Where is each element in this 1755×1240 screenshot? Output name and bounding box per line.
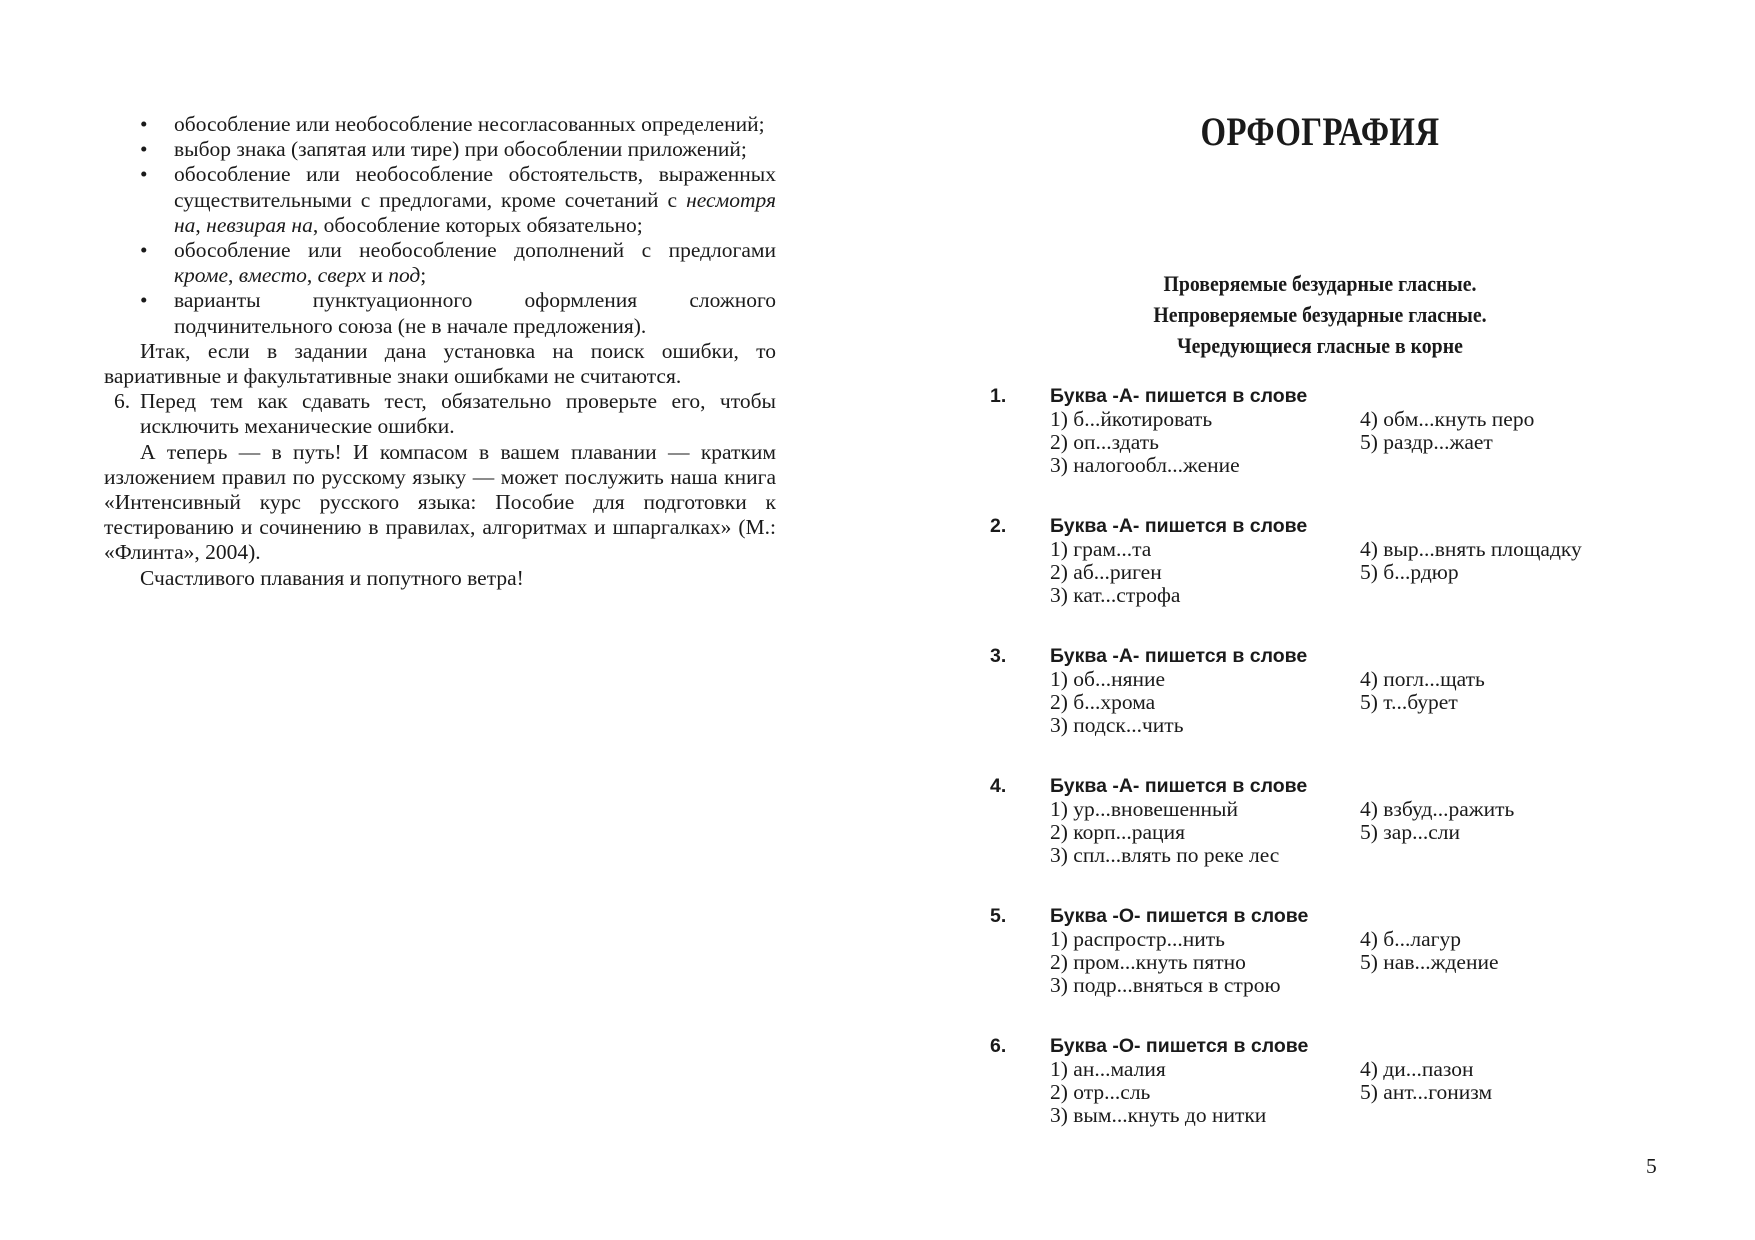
bullet-text: обособление или необособление дополнений с предлогами	[174, 238, 776, 263]
answer-option: 5) раздр...жает	[1360, 430, 1493, 454]
bullet-text: и	[365, 263, 389, 288]
subtitle-line: Непроверяемые безударные гласные.	[1153, 302, 1487, 327]
paragraph-final: Счастливого плавания и попутного ветра!	[140, 565, 524, 590]
answer-option: 2) корп...рация	[1050, 820, 1185, 844]
question-list	[960, 385, 1680, 1165]
question-block	[960, 515, 1680, 645]
answer-option: 5) т...бурет	[1360, 690, 1458, 714]
answer-option: 1) грам...та	[1050, 537, 1152, 561]
answer-option: 4) выр...внять площадку	[1360, 537, 1582, 561]
bullet-item	[104, 238, 776, 288]
bullet-icon: •	[140, 288, 148, 313]
answer-option: 5) б...рдюр	[1360, 560, 1459, 584]
answer-option: 3) спл...влять по реке лес	[1050, 843, 1280, 867]
item-text: Перед тем как сдавать тест, обязательно проверьте его, чтобы исключить механические ошибки.	[140, 389, 776, 439]
bullet-item	[104, 112, 776, 137]
answer-option: 3) подск...чить	[1050, 713, 1184, 737]
bullet-text: ,	[195, 212, 207, 237]
bullet-icon: •	[140, 238, 148, 263]
answer-option: 1) распростр...нить	[1050, 927, 1225, 951]
question-number: 5.	[990, 905, 1007, 927]
subtitle-line: Чередующиеся гласные в корне	[1177, 333, 1463, 358]
bullet-icon: •	[140, 162, 148, 187]
bullet-text: обособление или необособление обстоятельств, выраженных существительными с предлогами, кроме сочетаний с	[174, 162, 776, 212]
answer-option: 4) обм...кнуть перо	[1360, 407, 1535, 431]
section-subtitle	[960, 268, 1680, 361]
bullet-item	[104, 137, 776, 162]
bullet-text: выбор знака (запятая или тире) при обособлении приложений;	[174, 137, 747, 162]
bullet-text: ,	[306, 263, 318, 288]
question-block	[960, 645, 1680, 775]
numbered-item-6	[104, 389, 776, 439]
answer-option: 2) аб...риген	[1050, 560, 1162, 584]
answer-option: 2) оп...здать	[1050, 430, 1159, 454]
bullet-text: обособление или необособление несогласованных определений;	[174, 112, 765, 136]
bullet-icon: •	[140, 137, 148, 162]
italic-term: кроме	[174, 263, 229, 288]
answer-option: 4) ди...пазон	[1360, 1057, 1474, 1081]
paragraph-itak: Итак, если в задании дана установка на поиск ошибки, то вариативные и факультативные знаки ошибками не считаются.	[104, 338, 776, 389]
question-number: 3.	[990, 645, 1007, 667]
bullet-text: ;	[420, 263, 427, 288]
answer-option: 1) б...йкотировать	[1050, 407, 1213, 431]
answer-option: 3) налогообл...жение	[1050, 453, 1240, 477]
answer-option: 3) вым...кнуть до нитки	[1050, 1103, 1267, 1127]
page-title: ОРФОГРАФИЯ	[1200, 109, 1440, 154]
italic-term: под	[388, 263, 421, 288]
answer-option: 3) подр...вняться в строю	[1050, 973, 1281, 997]
question-title: Буква -А- пишется в слове	[1050, 775, 1308, 797]
answer-option: 2) б...хрома	[1050, 690, 1156, 714]
item-number: 6.	[114, 389, 131, 414]
question-number: 2.	[990, 515, 1007, 537]
italic-term: сверх	[317, 263, 366, 288]
bullet-list	[104, 112, 776, 339]
italic-term: невзирая на	[206, 212, 313, 237]
answer-option: 1) ур...вновешенный	[1050, 797, 1238, 821]
question-number: 1.	[990, 385, 1007, 407]
italic-term: вместо	[238, 263, 307, 288]
question-title: Буква -О- пишется в слове	[1050, 905, 1309, 927]
answer-option: 2) отр...сль	[1050, 1080, 1151, 1104]
question-title: Буква -А- пишется в слове	[1050, 385, 1308, 407]
question-number: 6.	[990, 1035, 1007, 1057]
answer-option: 5) ант...гонизм	[1360, 1080, 1493, 1104]
bullet-item	[104, 288, 776, 338]
question-number: 4.	[990, 775, 1007, 797]
answer-option: 5) зар...сли	[1360, 820, 1460, 844]
question-block	[960, 775, 1680, 905]
question-block	[960, 1035, 1680, 1165]
question-block	[960, 385, 1680, 515]
answer-option: 1) об...няние	[1050, 667, 1166, 691]
paragraph-teper: А теперь — в путь! И компасом в вашем плавании — кратким изложением правил по русскому языку — может послужить наша книга «Интенсивный курс русского языка: Пособие для подготовки к тестированию и сочинению в правилах, алгоритмах и шпаргалках» (М.: «Флинта», 2004).	[104, 439, 776, 565]
answer-option: 1) ан...малия	[1050, 1057, 1166, 1081]
bullet-text: , обособление которых обязательно;	[312, 212, 643, 237]
left-page	[104, 112, 776, 591]
right-page	[960, 0, 1680, 1240]
page-number: 5	[1646, 1154, 1657, 1178]
answer-option: 2) пром...кнуть пятно	[1050, 950, 1246, 974]
question-block	[960, 905, 1680, 1035]
italic-term: несмотря на	[174, 187, 776, 237]
question-title: Буква -О- пишется в слове	[1050, 1035, 1309, 1057]
bullet-item	[104, 162, 776, 238]
bullet-text: ,	[228, 263, 239, 288]
bullet-icon: •	[140, 112, 148, 136]
question-title: Буква -А- пишется в слове	[1050, 645, 1308, 667]
answer-option: 4) б...лагур	[1360, 927, 1461, 951]
answer-option: 4) погл...щать	[1360, 667, 1485, 691]
bullet-text: варианты пунктуационного оформления сложного подчинительного союза (не в начале предложения).	[174, 288, 776, 338]
answer-option: 5) нав...ждение	[1360, 950, 1499, 974]
answer-option: 4) взбуд...ражить	[1360, 797, 1515, 821]
answer-option: 3) кат...строфа	[1050, 583, 1181, 607]
question-title: Буква -А- пишется в слове	[1050, 515, 1308, 537]
subtitle-line: Проверяемые безударные гласные.	[1163, 271, 1477, 296]
